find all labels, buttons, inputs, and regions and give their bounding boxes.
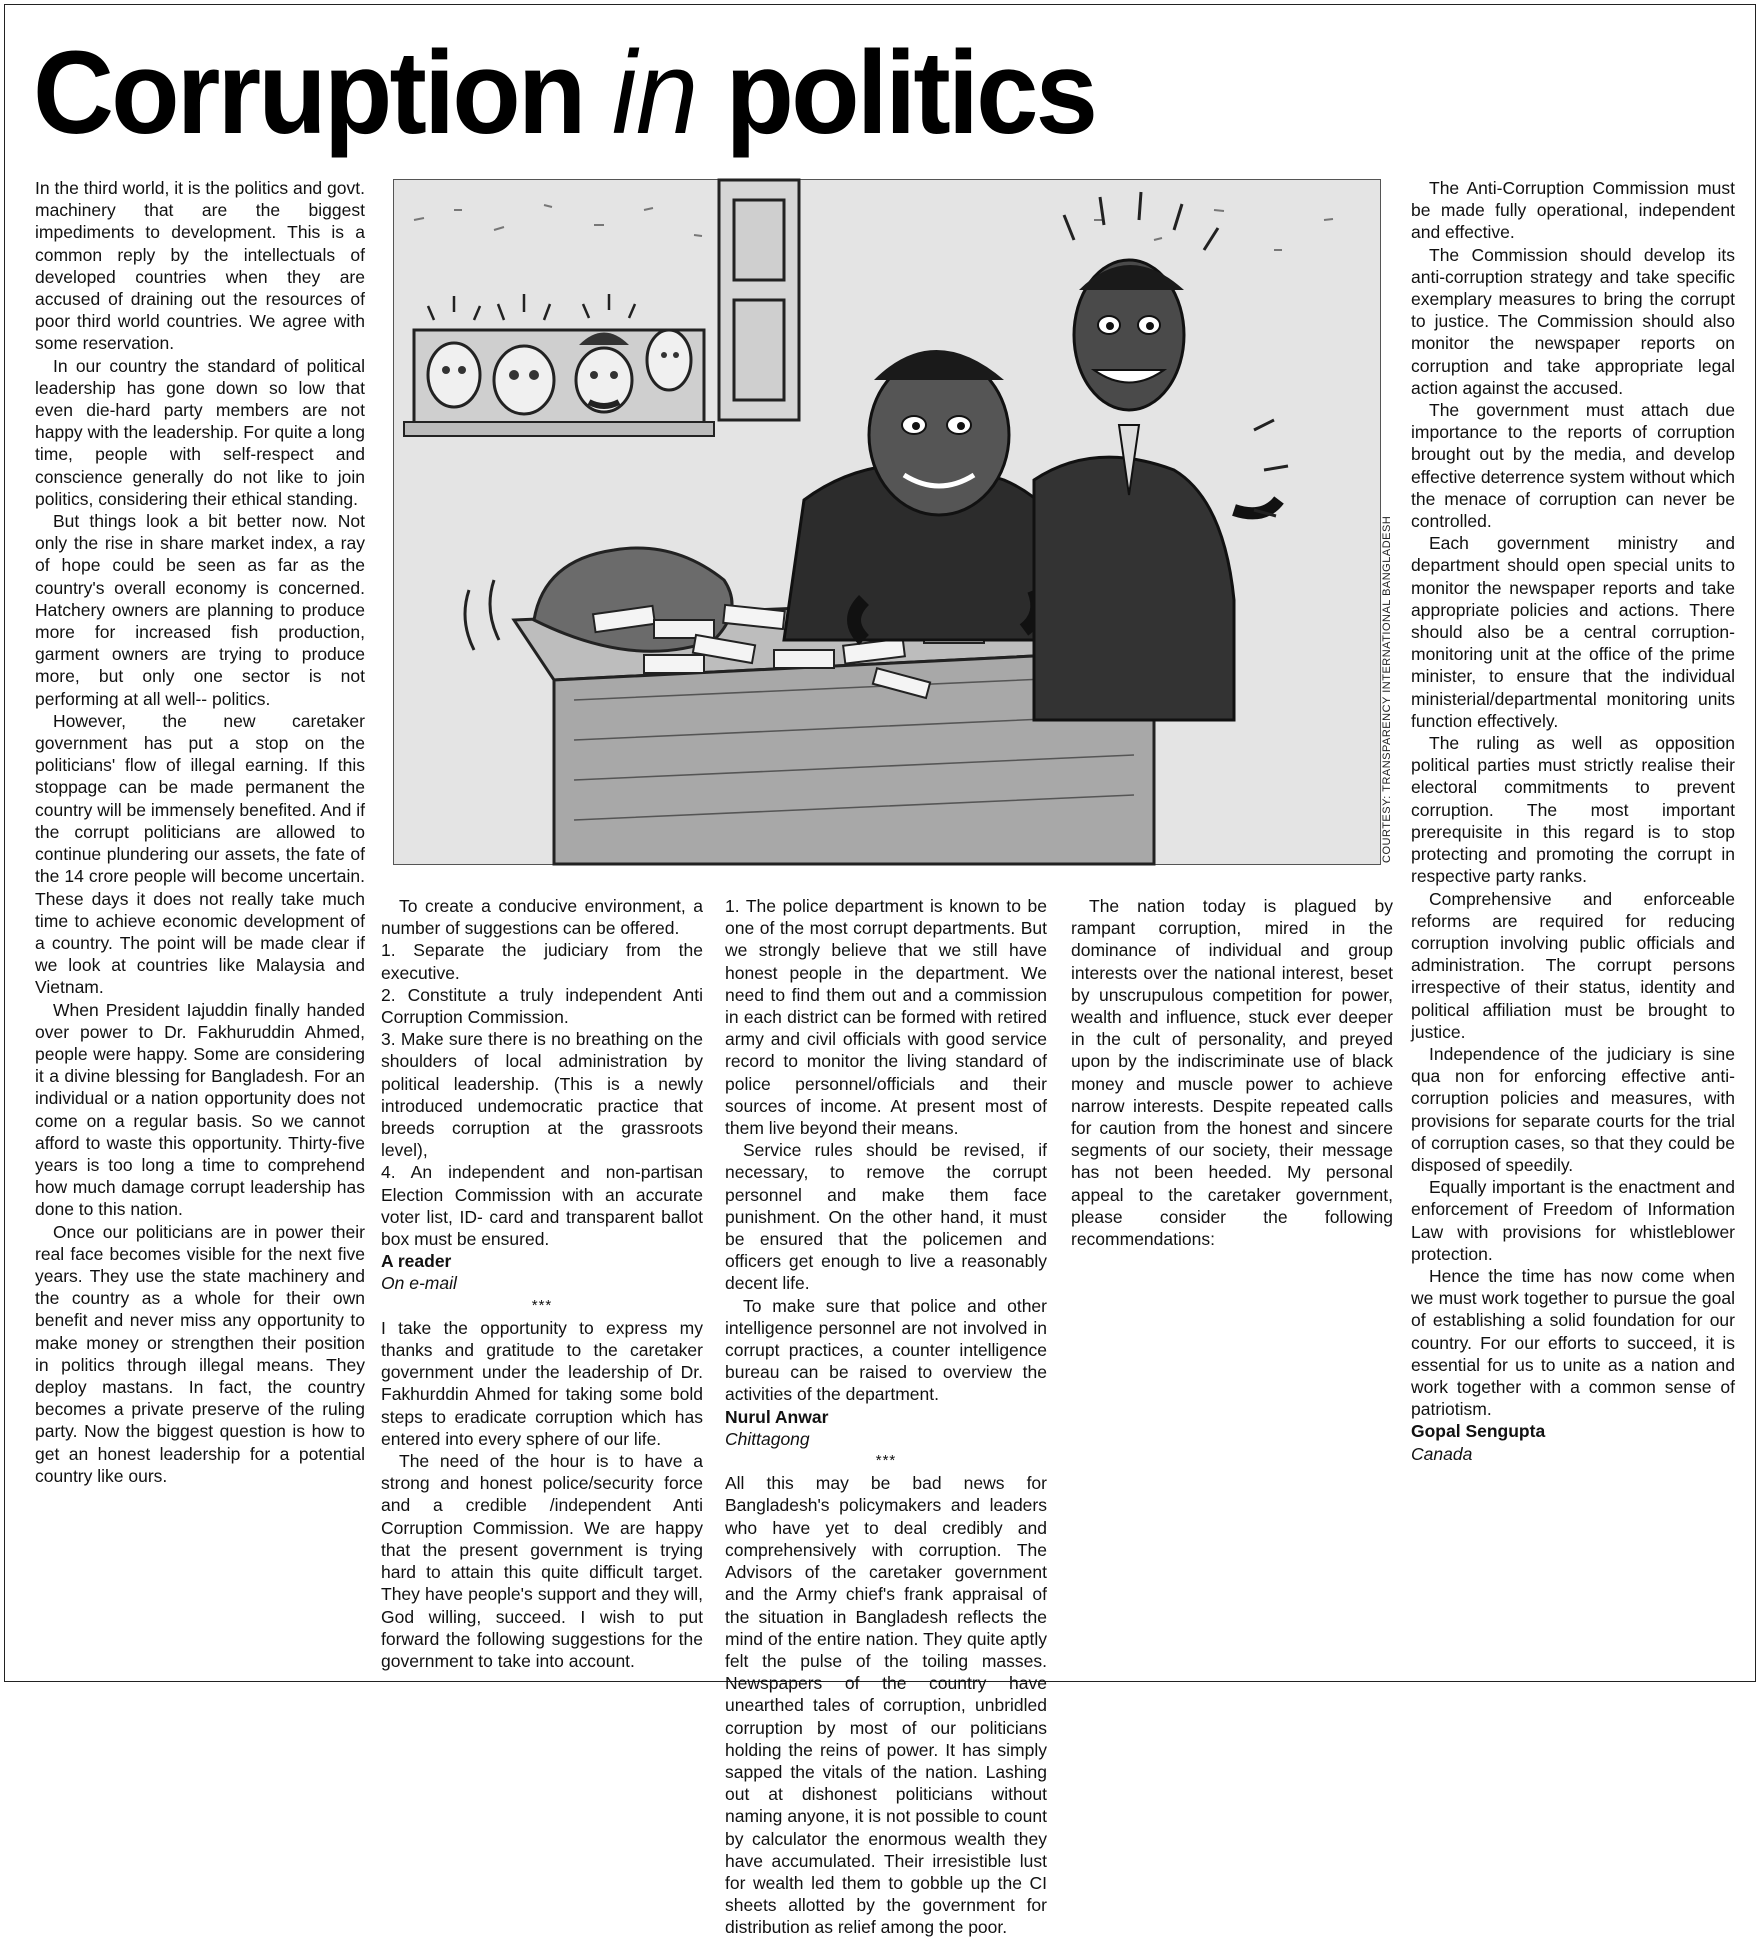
letter1-paragraph: To create a conducive environment, a number of suggestions can be offered. bbox=[381, 896, 703, 939]
letter1-author: A reader bbox=[381, 1251, 452, 1272]
letter3-paragraph: Equally important is the enactment and enforcement of Freedom of Information Law with provisions for whistleblower protection. bbox=[1411, 1177, 1735, 1264]
letter1-paragraph: Once our politicians are in power their real face becomes visible for the next five years. They use the state machinery and the country as a whole for their own benefit and never miss any opportunity to make money or strengthen their position in politics through illegal means. They deploy mastans. In fact, the country becomes a private preserve of the ruling party. Now the biggest question is how to get an honest leadership for a potential country like ours. bbox=[35, 1221, 365, 1486]
column-4 bbox=[1071, 895, 1393, 1665]
newspaper-page bbox=[4, 4, 1756, 1938]
letter3-paragraph: Hence the time has now come when we must work together to pursue the goal of establishing a solid foundation for our country. For our efforts to succeed, it is essential for us to unite as a nation and work together with a common sense of patriotism. bbox=[1411, 1265, 1735, 1420]
letter3-paragraph: Each government ministry and department should open special units to monitor the newspaper reports and take appropriate policies and actions. There should also be a central corruption-monitoring unit at the office of the prime minister, to ensure that the individual ministerial/departmental monitoring units function effectively. bbox=[1411, 533, 1735, 731]
suggestion-item: 1. Separate the judiciary from the executive. bbox=[381, 940, 703, 983]
letter2-paragraph: Service rules should be revised, if necessary, to remove the corrupt personnel and make them face punishment. On the other hand, it must be ensured that the policemen and officers get enough to live a reasonably decent life. bbox=[725, 1140, 1047, 1294]
column-5 bbox=[1411, 177, 1735, 1657]
letter3-paragraph: All this may be bad news for Bangladesh's policymakers and leaders who have yet to deal credibly and comprehensively with corruption. The Advisors of the caretaker government and the Army chief's frank appraisal of the situation in Bangladesh reflects the mind of the entire nation. They quite aptly felt the pulse of the toiling masses. Newspapers of the country have unearthed tales of corruption, unbridled corruption by most of our politicians holding the reins of power. It has simply sapped the vitals of the nation. Lashing out at dishonest politicians without naming anyone, it is not possible to count by calculator the enormous wealth they have accumulated. Their irresistible lust for wealth led them to gobble up the CI sheets allotted by the government for distribution as relief among the poor. bbox=[725, 1473, 1047, 1938]
letter1-paragraph: But things look a bit better now. Not only the rise in share market index, a ray of hope could be seen as far as the country's overall economy is concerned. Hatchery owners are planning to produce more for increased fish production, garment owners are trying to produce more, but only one sector is not performing at all well-- politics. bbox=[35, 511, 365, 709]
cartoon-credit: COURTESY: TRANSPARENCY INTERNATIONAL BANGLADESH bbox=[1381, 515, 1393, 863]
letter2-paragraph: I take the opportunity to express my thanks and gratitude to the caretaker government under the leadership of Dr. Fakhurddin Ahmed for taking some bold steps to eradicate corruption which has entered into every sphere of our life. bbox=[381, 1317, 703, 1449]
column-1 bbox=[35, 177, 365, 1657]
letter1-location: On e-mail bbox=[381, 1273, 457, 1294]
letter3-author: Gopal Sengupta bbox=[1411, 1421, 1546, 1442]
cartoon-drawing bbox=[394, 180, 1380, 864]
letter1-paragraph: When President Iajuddin finally handed over power to Dr. Fakhuruddin Ahmed, people were happy. Some are considering it a divine blessing for Bangladesh. For an individual or a nation opportunity does not come on a regular basis. So we cannot afford to waste this opportunity. Thirty-five years is too long a time to comprehend how much damage corrupt leadership has done to this nation. bbox=[35, 999, 365, 1220]
letter2-paragraph: The need of the hour is to have a strong and honest police/security force and a credible /independent Anti Corruption Commission. We are happy that the present government is trying hard to attain this quite difficult target. They have people's support and they will, God willing, succeed. I wish to put forward the following suggestions for the government to take into account. bbox=[381, 1451, 703, 1671]
headline bbox=[33, 23, 1095, 163]
column-3 bbox=[725, 895, 1047, 1938]
letter2-paragraph: 1. The police department is known to be one of the most corrupt departments. But we strongly believe that we still have honest people in the department. We need to find them out and a commission in each district can be formed with retired army and civil officials with good service record to monitor the living standard of police personnel/officials and their sources of income. At present most of them live beyond their means. bbox=[725, 896, 1047, 1139]
letter1-paragraph: In our country the standard of political leadership has gone down so low that even die-hard party members are not happy with the leadership. For quite a long time, people with self-respect and conscience generally do not like to join politics, considering their ethical standing. bbox=[35, 355, 365, 509]
column-2 bbox=[381, 895, 703, 1671]
letter3-paragraph: The ruling as well as opposition political parties must strictly realise their electoral commitments to prevent corruption. The most important prerequisite in this regard is to stop protecting and promoting the corrupt in respective party ranks. bbox=[1411, 733, 1735, 887]
suggestion-item: 3. Make sure there is no breathing on the shoulders of local administration by political leadership. (This is a newly introduced undemocratic practice that breeds corruption at the grassroots level), bbox=[381, 1029, 703, 1161]
letter3-paragraph: The Commission should develop its anti-corruption strategy and take specific exemplary measures to bring the corrupt to justice. The Commission should also monitor the newspaper reports on corruption and take appropriate legal action against the accused. bbox=[1411, 244, 1735, 398]
letter1-paragraph: In the third world, it is the politics and govt. machinery that are the biggest impediments to development. This is a common reply by the intellectuals of developed countries when they are accused of draining out the resources of poor third world countries. We agree with some reservation. bbox=[35, 178, 365, 354]
letter3-location: Canada bbox=[1411, 1443, 1473, 1464]
letter3-paragraph: Comprehensive and enforceable reforms are required for reducing corruption involving public officials and administration. The corrupt persons irrespective of their status, identity and political affiliation must be brought to justice. bbox=[1411, 888, 1735, 1042]
headline-word-in: in bbox=[611, 27, 698, 159]
letter2-author: Nurul Anwar bbox=[725, 1406, 829, 1427]
letter2-paragraph: To make sure that police and other intelligence personnel are not involved in corrupt practices, a counter intelligence bureau can be raised to overview the activities of the department. bbox=[725, 1295, 1047, 1405]
door bbox=[719, 180, 799, 420]
headline-word-corruption: Corruption bbox=[33, 27, 584, 159]
letter1-paragraph: However, the new caretaker government has put a stop on the politicians' flow of illegal earning. If this stoppage can be made permanent the country will be immensely benefited. And if the corrupt politicians are allowed to continue plundering our assets, the fate of the 14 crore people will become uncertain. These days it does not really take much time to achieve economic development of a country. The point will be made clear if we look at countries like Malaysia and Vietnam. bbox=[35, 710, 365, 998]
letter3-paragraph: The nation today is plagued by rampant corruption, mired in the dominance of individual and group interests over the national interest, beset by unscrupulous competition for power, wealth and influence, stuck ever deeper in the cult of personality, and preyed upon by the indiscriminate use of black money and muscle power to achieve narrow interests. Despite repeated calls for caution from the honest and sincere segments of our society, their message has not been heeded. My personal appeal to the caretaker government, please consider the following recommendations: bbox=[1071, 896, 1393, 1250]
letter2-location: Chittagong bbox=[725, 1428, 810, 1449]
letter3-paragraph: The Anti-Corruption Commission must be made fully operational, independent and effective. bbox=[1411, 178, 1735, 243]
letter3-paragraph: The government must attach due importance to the reports of corruption brought out by the media, and develop effective deterrence system without which the menace of corruption can never be controlled. bbox=[1411, 400, 1735, 532]
cartoon-illustration bbox=[393, 179, 1381, 865]
separator: *** bbox=[531, 1296, 553, 1314]
letter3-paragraph: Independence of the judiciary is sine qua non for enforcing effective anti-corruption policies and measures, with provisions for separate courts for the trial of corruption cases, so that they could be disposed of speedily. bbox=[1411, 1043, 1735, 1175]
headline-word-politics: politics bbox=[725, 27, 1096, 159]
suggestion-item: 4. An independent and non-partisan Election Commission with an accurate voter list, ID- card and transparent ballot box must be ensured. bbox=[381, 1162, 703, 1250]
separator: *** bbox=[875, 1452, 897, 1470]
suggestion-item: 2. Constitute a truly independent Anti Corruption Commission. bbox=[381, 984, 703, 1028]
